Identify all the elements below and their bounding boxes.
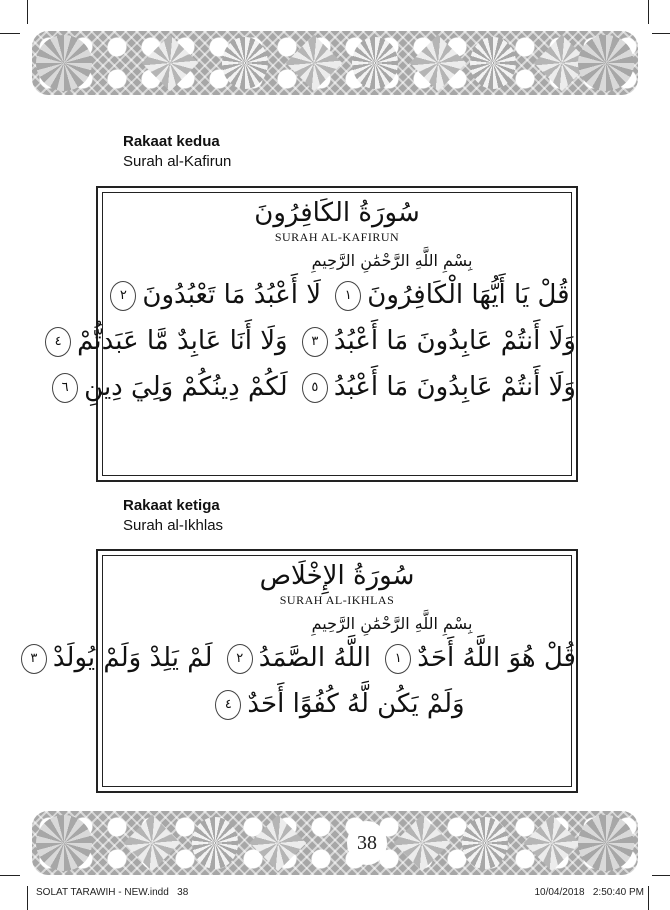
verse-number-marker: ٢ (110, 281, 136, 311)
section-heading (123, 132, 231, 172)
basmala: بِسْمِ اللَّهِ الرَّحْمَٰنِ الرَّحِيمِ (311, 614, 473, 633)
verse-number-marker: ٣ (302, 327, 328, 357)
surah-label: Surah al-Kafirun (123, 153, 232, 170)
verse: وَلَمْ يَكُن لَّهُ كُفُوًا أَحَدٌ (247, 689, 465, 719)
verse: اللَّهُ الصَّمَدُ (258, 643, 372, 673)
verse-number-marker: ٢ (227, 644, 253, 674)
verse: وَلَا أَنتُمْ عَابِدُونَ مَا أَعْبُدُ (333, 326, 576, 356)
crop-mark (652, 33, 670, 34)
verse-line (98, 272, 576, 318)
verse-number-marker: ٦ (52, 373, 78, 403)
verse: لَا أَعْبُدُ مَا تَعْبُدُونَ (142, 280, 322, 310)
verse-line (61, 364, 576, 410)
rakaat-label: Rakaat kedua (123, 133, 220, 150)
verse-line (30, 635, 576, 681)
verse: وَلَا أَنَا عَابِدٌ مَّا عَبَدتُّمْ (77, 326, 288, 356)
verse-number-marker: ١ (385, 644, 411, 674)
verse-number-marker: ٤ (215, 690, 241, 720)
surah-title-arabic: سُورَةُ الكَافِرُونَ (254, 198, 420, 228)
verse: قُلْ يَا أَيُّهَا الْكَافِرُونَ (367, 280, 570, 310)
rakaat-label: Rakaat ketiga (123, 497, 220, 514)
verse-number-marker: ١ (335, 281, 361, 311)
verse-line (54, 318, 576, 364)
surah-frame-kafirun (54, 186, 578, 482)
verse: قُلْ هُوَ اللَّهُ أَحَدٌ (417, 643, 576, 673)
surah-title-latin: SURAH AL-IKHLAS (279, 593, 395, 607)
surah-label: Surah al-Ikhlas (123, 517, 224, 534)
surah-frame-ikhlas (30, 549, 578, 793)
surah-title-latin: SURAH AL-KAFIRUN (274, 230, 400, 244)
crop-mark (648, 886, 649, 910)
crop-mark (652, 875, 670, 876)
basmala: بِسْمِ اللَّهِ الرَّحْمَٰنِ الرَّحِيمِ (311, 251, 473, 270)
page-number: 38 (347, 821, 387, 865)
verse: لَمْ يَلِدْ وَلَمْ يُولَدْ (52, 643, 213, 673)
verse-number-marker: ٥ (302, 373, 328, 403)
crop-mark (0, 875, 20, 876)
surah-title-arabic: سُورَةُ الإِخْلَاص (259, 561, 415, 591)
verse-number-marker: ٤ (45, 327, 71, 357)
crop-mark (648, 0, 649, 24)
crop-mark (27, 886, 28, 910)
footer-ornament (32, 811, 638, 875)
section-heading (123, 496, 223, 536)
header-ornament (32, 31, 638, 95)
slug-timestamp: 10/04/2018 2:50:40 PM (534, 887, 644, 898)
verse: وَلَا أَنتُمْ عَابِدُونَ مَا أَعْبُدُ (333, 372, 576, 402)
crop-mark (27, 0, 28, 24)
verse-line (98, 681, 576, 727)
crop-mark (0, 33, 20, 34)
verse-number-marker: ٣ (21, 644, 47, 674)
verse: لَكُمْ دِينُكُمْ وَلِيَ دِينِ (84, 372, 288, 402)
slug-filename: SOLAT TARAWIH - NEW.indd 38 (36, 887, 189, 898)
